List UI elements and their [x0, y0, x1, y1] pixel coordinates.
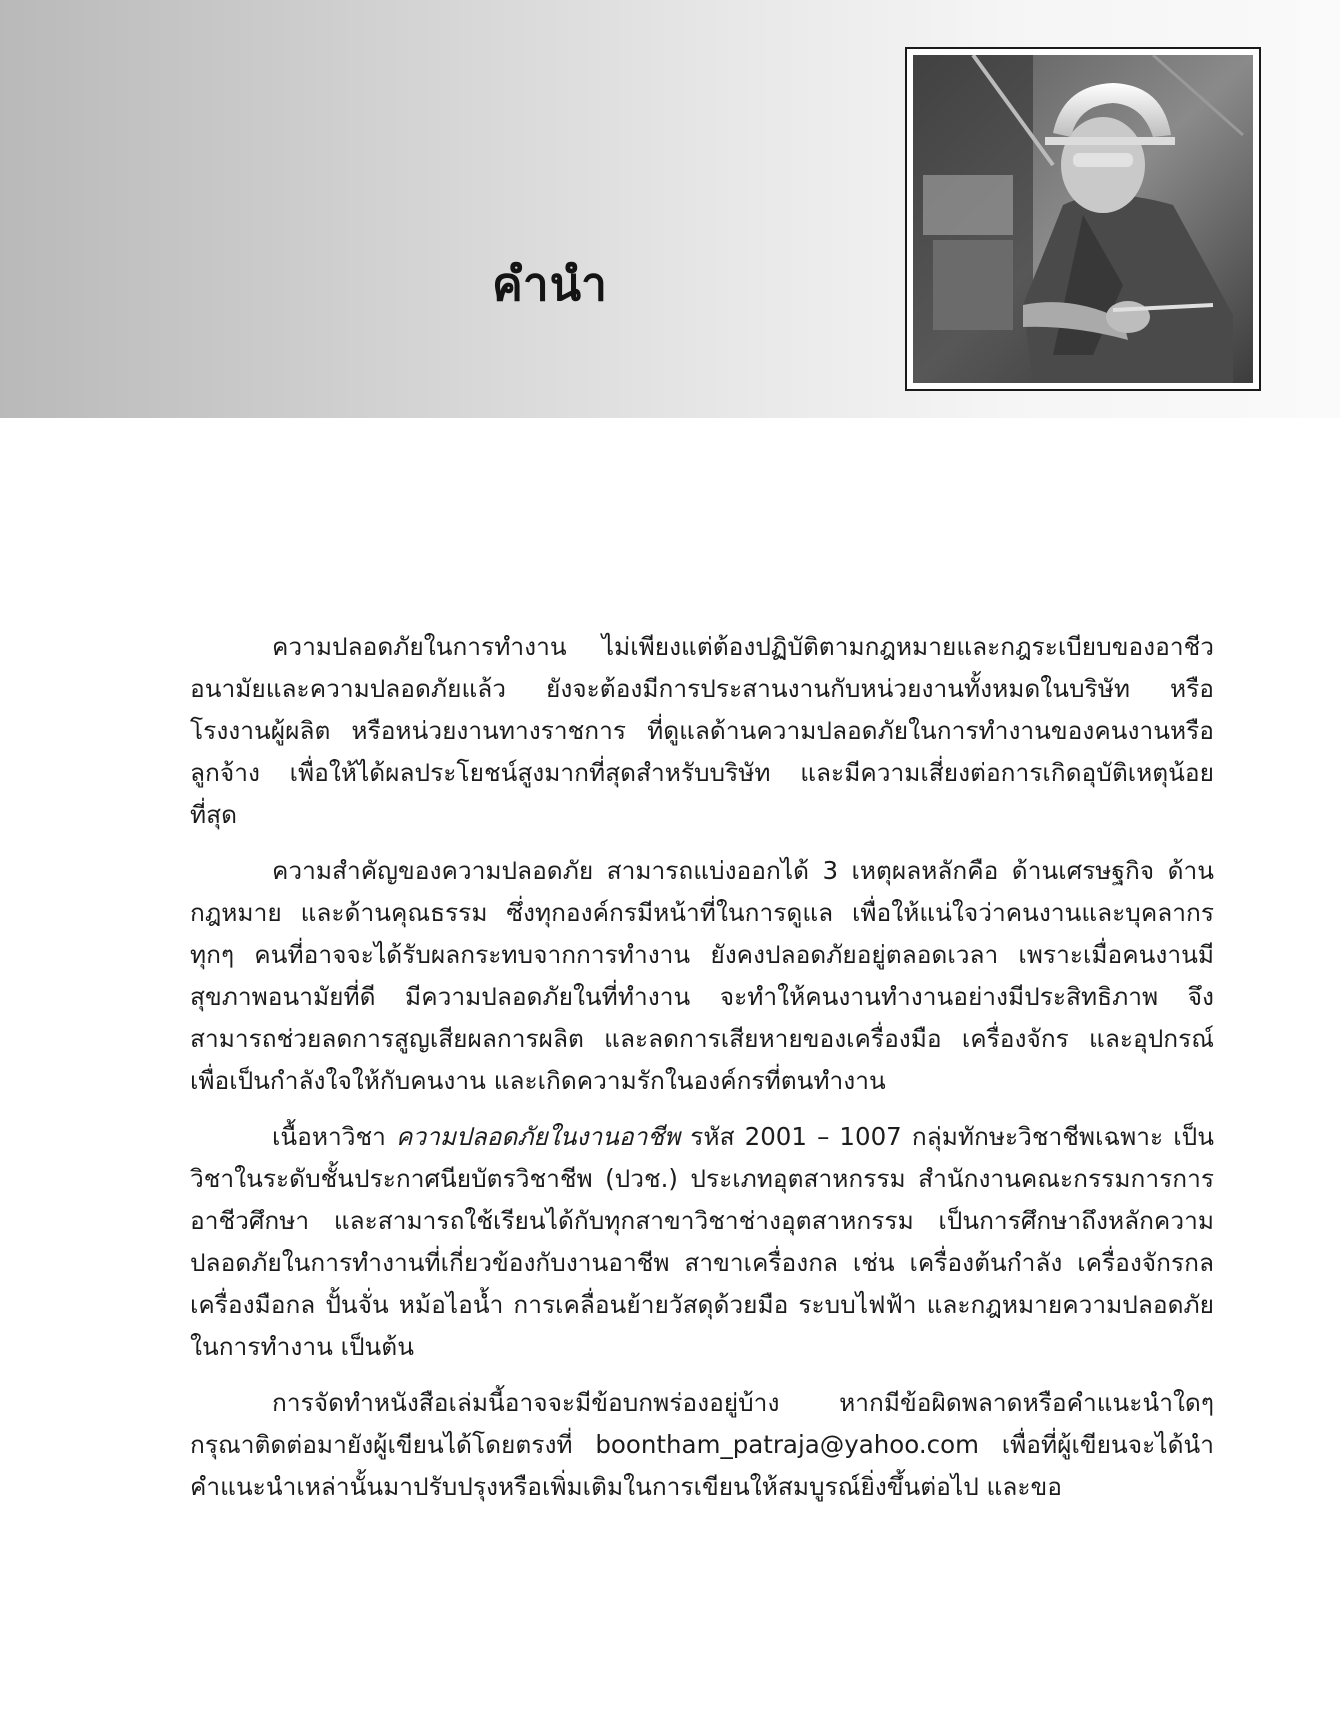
course-title: ความปลอดภัยในงานอาชีพ	[395, 1122, 681, 1151]
preface-paragraph-4: การจัดทำหนังสือเล่มนี้อาจจะมีข้อบกพร่องอยู่บ้าง หากมีข้อผิดพลาดหรือคำแนะนำใดๆ กรุณาติดต่อมายังผู้เขียนได้โดยตรงที่ boontham_patraja@yahoo.com เพื่อที่ผู้เขียนจะได้นำคำแนะนำเหล่านั้นมาปรับปรุงหรือเพิ่มเติมในการเขียนให้สมบูรณ์ยิ่งขึ้นต่อไป และขอ	[190, 1388, 1214, 1501]
paragraph-rest: รหัส 2001 – 1007 กลุ่มทักษะวิชาชีพเฉพาะ เป็นวิชาในระดับชั้นประกาศนียบัตรวิชาชีพ (ปวช.) ประเภทอุตสาหกรรม สำนักงานคณะกรรมการการอาชีวศึกษา และสามารถใช้เรียนได้กับทุกสาขาวิชาช่างอุตสาหกรรม เป็นการศึกษาถึงหลักความปลอดภัยในการทำงานที่เกี่ยวข้องกับงานอาชีพ สาขาเครื่องกล เช่น เครื่องต้นกำลัง เครื่องจักรกล เครื่องมือกล ปั้นจั่น หม้อไอน้ำ การเคลื่อนย้ายวัสดุด้วยมือ ระบบไฟฟ้า และกฎหมายความปลอดภัยในการทำงาน เป็นต้น	[190, 1122, 1214, 1361]
preface-paragraph-2: ความสำคัญของความปลอดภัย สามารถแบ่งออกได้ 3 เหตุผลหลักคือ ด้านเศรษฐกิจ ด้านกฎหมาย และด้านคุณธรรม ซึ่งทุกองค์กรมีหน้าที่ในการดูแล เพื่อให้แน่ใจว่าคนงานและบุคลากรทุกๆ คนที่อาจจะได้รับผลกระทบจากการทำงาน ยังคงปลอดภัยอยู่ตลอดเวลา เพราะเมื่อคนงานมีสุขภาพอนามัยที่ดี มีความปลอดภัยในที่ทำงาน จะทำให้คนงานทำงานอย่างมีประสิทธิภาพ จึงสามารถช่วยลดการสูญเสียผลการผลิต และลดการเสียหายของเครื่องมือ เครื่องจักร และอุปกรณ์ เพื่อเป็นกำลังใจให้กับคนงาน และเกิดความรักในองค์กรที่ตนทำงาน	[190, 856, 1214, 1095]
paragraph-prefix: เนื้อหาวิชา	[272, 1122, 396, 1151]
preface-body	[190, 626, 1214, 1522]
preface-paragraph-1: ความปลอดภัยในการทำงาน ไม่เพียงแต่ต้องปฏิบัติตามกฎหมายและกฎระเบียบของอาชีวอนามัยและความปลอดภัยแล้ว ยังจะต้องมีการประสานงานกับหน่วยงานทั้งหมดในบริษัท หรือโรงงานผู้ผลิต หรือหน่วยงานทางราชการ ที่ดูแลด้านความปลอดภัยในการทำงานของคนงานหรือลูกจ้าง เพื่อให้ได้ผลประโยชน์สูงมากที่สุดสำหรับบริษัท และมีความเสี่ยงต่อการเกิดอุบัติเหตุน้อยที่สุด	[190, 632, 1214, 829]
worker-hard-hat-photo	[905, 47, 1261, 391]
photo-illustration	[913, 55, 1253, 383]
page-title: คำนำ	[492, 257, 608, 311]
preface-paragraph-3	[190, 1116, 1214, 1368]
